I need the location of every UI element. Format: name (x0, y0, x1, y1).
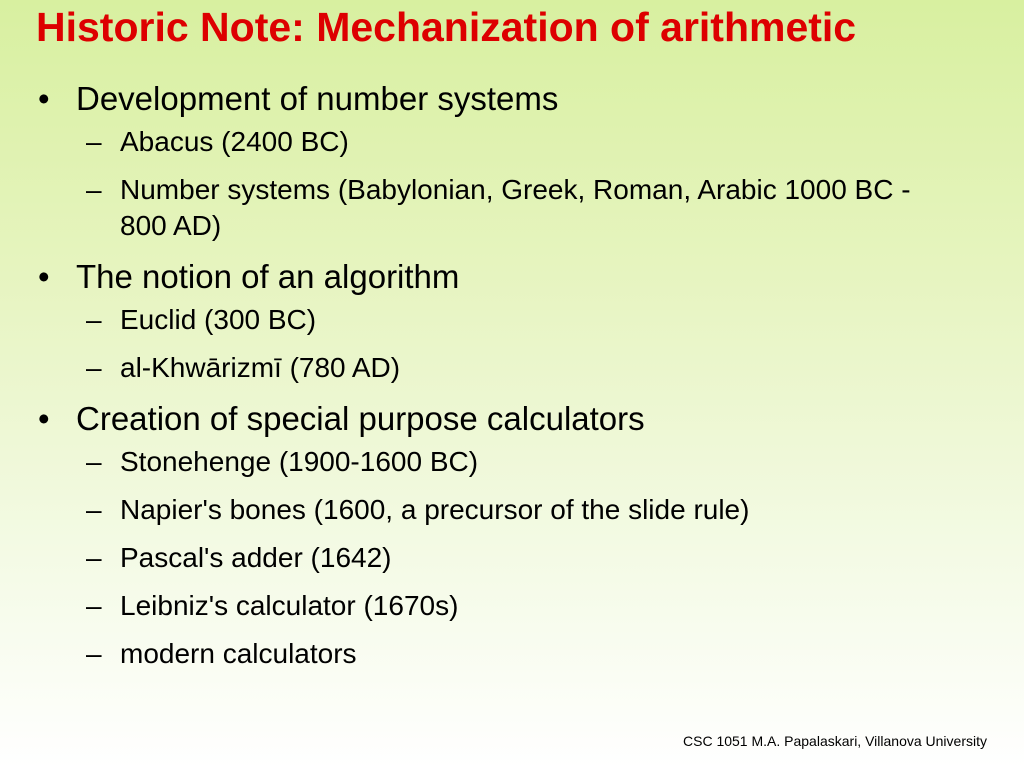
sub-item-text: Stonehenge (1900-1600 BC) (120, 446, 479, 477)
bullet-text: Development of number systems (76, 80, 559, 117)
bullet-item (0, 256, 1024, 386)
dash-icon: – (86, 494, 102, 525)
sub-item (76, 636, 930, 672)
sub-list (76, 302, 1024, 386)
sub-item (76, 444, 930, 480)
dash-icon: – (86, 174, 102, 205)
bullet-list (0, 78, 1024, 672)
bullet-item (0, 398, 1024, 672)
dash-icon: – (86, 304, 102, 335)
dash-icon: – (86, 542, 102, 573)
sub-item-text: Napier's bones (1600, a precursor of the slide rule) (120, 494, 750, 525)
sub-item (76, 302, 930, 338)
bullet-text: The notion of an algorithm (76, 258, 460, 295)
sub-list (76, 124, 1024, 244)
dash-icon: – (86, 590, 102, 621)
sub-item-text: Leibniz's calculator (1670s) (120, 590, 459, 621)
sub-item (76, 588, 930, 624)
sub-item (76, 350, 930, 386)
sub-item-text: Pascal's adder (1642) (120, 542, 392, 573)
sub-item (76, 172, 930, 244)
bullet-dot-icon: • (38, 80, 50, 117)
sub-item-text: Number systems (Babylonian, Greek, Roman, Arabic 1000 BC - 800 AD) (120, 174, 911, 241)
slide-title: Historic Note: Mechanization of arithmetic (36, 4, 857, 50)
dash-icon: – (86, 638, 102, 669)
dash-icon: – (86, 126, 102, 157)
sub-item-text: modern calculators (120, 638, 357, 669)
sub-list (76, 444, 1024, 672)
bullet-item (0, 78, 1024, 244)
bullet-text: Creation of special purpose calculators (76, 400, 645, 437)
slide-footer: CSC 1051 M.A. Papalaskari, Villanova University (683, 733, 987, 749)
sub-item (76, 124, 930, 160)
bullet-dot-icon: • (38, 258, 50, 295)
sub-item-text: al-Khwārizmī (780 AD) (120, 352, 401, 383)
sub-item-text: Abacus (2400 BC) (120, 126, 349, 157)
sub-item-text: Euclid (300 BC) (120, 304, 317, 335)
sub-item (76, 540, 930, 576)
sub-item (76, 492, 930, 528)
dash-icon: – (86, 446, 102, 477)
bullet-dot-icon: • (38, 400, 50, 437)
dash-icon: – (86, 352, 102, 383)
